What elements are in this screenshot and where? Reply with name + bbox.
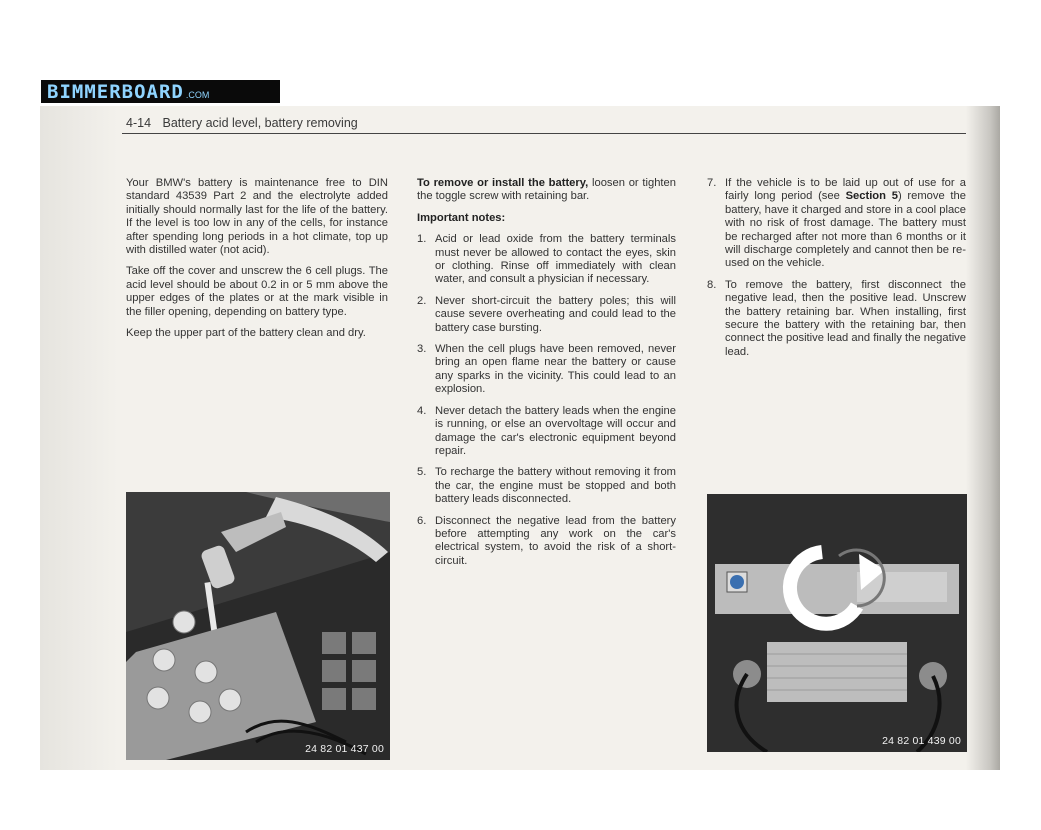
page-number: 4-14 [126, 116, 152, 130]
remove-install-text: loosen or tighten the toggle screw with retaining bar. [417, 177, 676, 203]
photo-battery-filling [126, 492, 390, 760]
list-item: 8. To remove the battery, first disconnect the negative lead, then the positive lead. Unscrew the battery retaining bar. When installing, first secure the battery with the retaining bar, then connect the positive lead and finally the negative lead. [707, 278, 966, 358]
paragraph-remove-install [417, 177, 676, 204]
photo-code-right: 24 82 01 439 00 [882, 735, 961, 747]
page-title: Battery acid level, battery removing [162, 116, 358, 130]
photo-code-left: 24 82 01 437 00 [305, 743, 384, 755]
logo-wordmark: BIMMERBOARD [47, 80, 184, 103]
column-middle [417, 177, 676, 576]
list-item: 4. Never detach the battery leads when the engine is running, or else an overvoltage will occur and damage the car's electronic equipment beyond repair. [417, 404, 676, 457]
column-right [707, 177, 966, 367]
battery-filling-illustration [126, 492, 390, 760]
list-item: 7. If the vehicle is to be laid up out of use for a fairly long period (see Section 5) remove the battery, have it charged and store in a cool place with no risk of frost damage. The battery must be recharged after not more than 6 months or it will discharge completely and cannot then be re-used on the vehicle. [707, 177, 966, 270]
notes-list [417, 233, 676, 568]
list-item: 1. Acid or lead oxide from the battery terminals must never be allowed to contact the eyes, skin or clothing. Rinse off immediately with clean water, and consult a physician if necessary. [417, 233, 676, 286]
logo-tld: .COM [185, 89, 210, 100]
photo-battery-removal [707, 494, 967, 752]
site-logo[interactable] [41, 80, 280, 103]
paragraph-maintenance: Your BMW's battery is maintenance free to DIN standard 43539 Part 2 and the electrolyte added initially should normally last for the life of the battery. If the level is too low in any of the cells, for instance after spending long periods in a hot climate, top up with distilled water (not acid). [126, 177, 388, 257]
paragraph-keep-clean: Keep the upper part of the battery clean and dry. [126, 327, 366, 340]
paragraph-acid-level: Take off the cover and unscrew the 6 cell plugs. The acid level should be about 0.2 in or 5 mm above the upper edges of the plates or at the mark visible in the filler opening, depending on battery type. [126, 265, 388, 318]
notes-list-continued [707, 177, 966, 359]
remove-install-lead: To remove or install the battery, [417, 177, 589, 189]
section-reference: Section 5 [845, 190, 898, 203]
header-rule [122, 133, 966, 134]
list-item: 5. To recharge the battery without removing it from the car, the engine must be stopped and both battery leads disconnected. [417, 466, 676, 506]
important-notes-heading: Important notes: [417, 211, 506, 224]
list-item: 2. Never short-circuit the battery poles; this will cause severe overheating and could lead to the battery case bursting. [417, 294, 676, 334]
page-shadow-right [966, 106, 1000, 770]
column-left [126, 177, 388, 348]
list-item: 3. When the cell plugs have been removed, never bring an open flame near the battery or cause any sparks in the vicinity. This could lead to an explosion. [417, 343, 676, 396]
page-header [126, 116, 358, 130]
list-item: 6. Disconnect the negative lead from the battery before attempting any work on the car's electrical system, to avoid the risk of a short-circuit. [417, 514, 676, 567]
battery-removal-illustration [707, 494, 967, 752]
page-shadow-left [40, 106, 118, 770]
